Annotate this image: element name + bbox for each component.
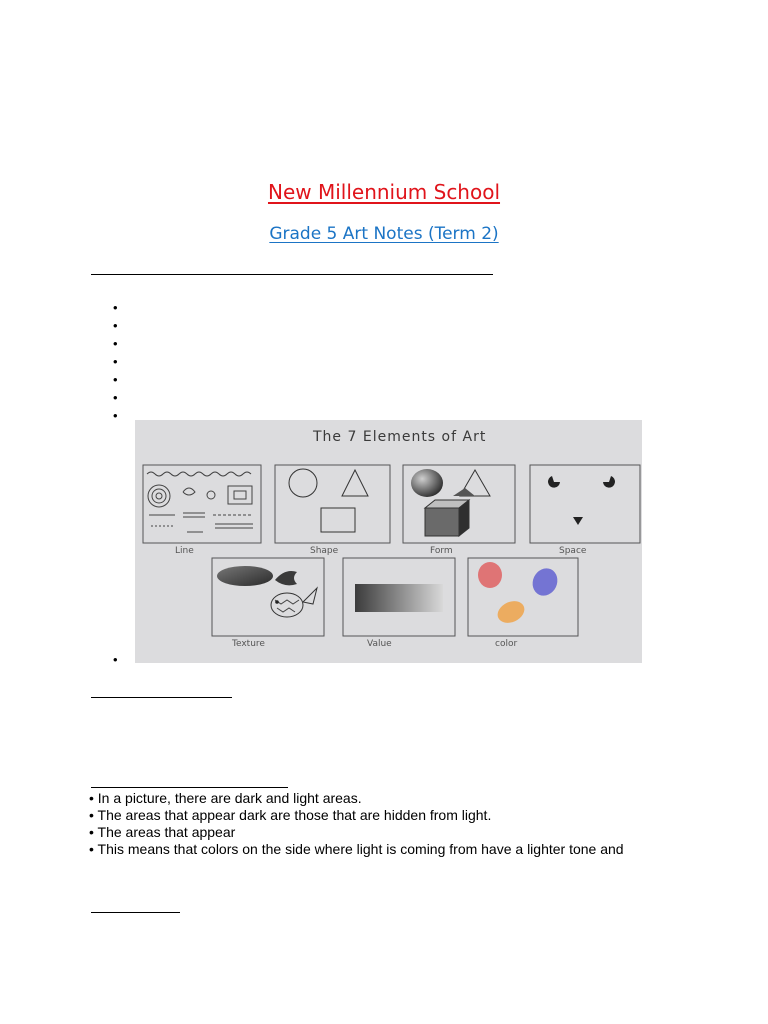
empty-bullet: • — [113, 336, 118, 351]
empty-bullet: • — [113, 408, 118, 423]
empty-bullet: • — [113, 372, 118, 387]
school-name: New Millennium School — [267, 180, 501, 204]
value-notes — [89, 790, 729, 858]
space-label: Space — [559, 546, 587, 556]
blank-heading-underline — [91, 912, 180, 913]
empty-bullet: • — [113, 652, 118, 667]
empty-bullet: • — [113, 300, 118, 315]
blank-heading-underline — [91, 787, 288, 788]
texture-label: Texture — [232, 639, 265, 649]
value-label: Value — [367, 639, 392, 649]
line-label: Line — [175, 546, 194, 556]
blank-heading-underline — [91, 697, 232, 698]
figure-title: The 7 Elements of Art — [313, 429, 487, 445]
note-line: • The areas that appear dark are those that are hidden from light. — [89, 807, 492, 823]
empty-bullet: • — [113, 354, 118, 369]
form-label: Form — [430, 546, 453, 556]
note-line: • The areas that appear — [89, 824, 236, 840]
blank-heading-underline — [91, 274, 493, 275]
note-line: • This means that colors on the side where light is coming from have a lighter tone and — [89, 841, 624, 857]
notes-subtitle: Grade 5 Art Notes (Term 2) — [269, 224, 499, 244]
color-label: color — [495, 639, 518, 649]
shape-label: Shape — [310, 546, 339, 556]
empty-bullet: • — [113, 390, 118, 405]
paper-background — [135, 420, 642, 663]
empty-bullet: • — [113, 318, 118, 333]
note-line: • In a picture, there are dark and light areas. — [89, 790, 362, 806]
elements-of-art-drawing — [135, 420, 642, 663]
